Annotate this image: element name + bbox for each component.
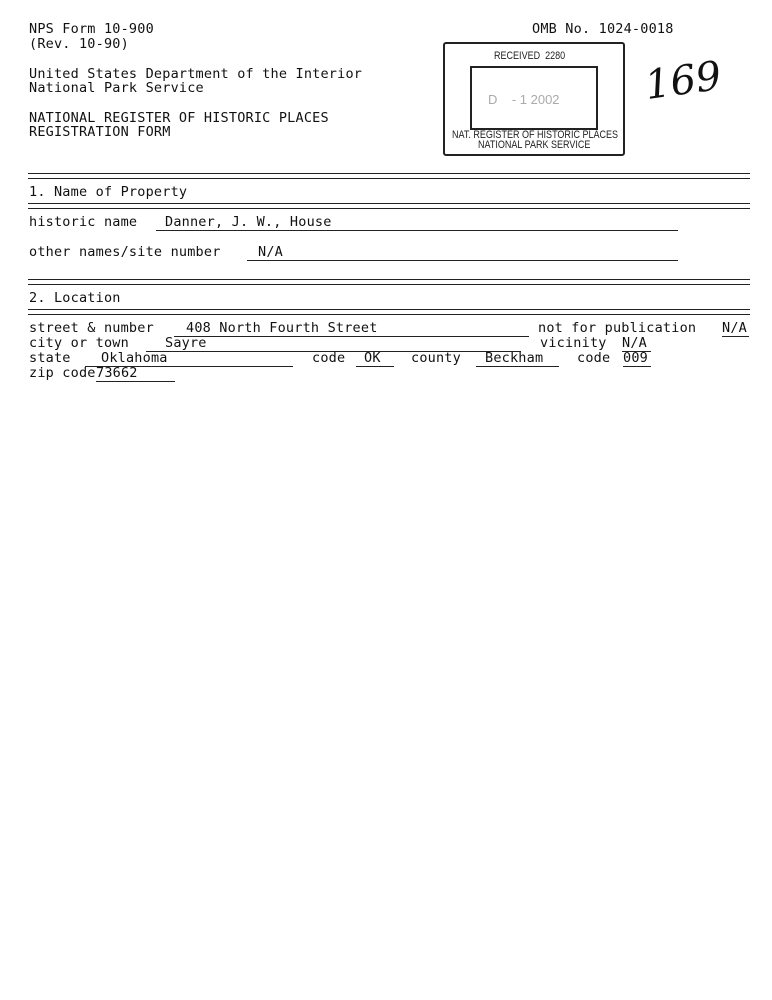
- historic-name-label: historic name: [29, 214, 138, 230]
- section-2-heading: 2. Location: [29, 290, 121, 306]
- stamp-received-text: RECEIVED 2280: [494, 50, 566, 62]
- county-code-value[interactable]: 009: [623, 350, 648, 366]
- state-code-underline: [356, 366, 394, 367]
- section-1-heading: 1. Name of Property: [29, 184, 188, 200]
- not-for-publication-underline: [722, 336, 749, 337]
- form-revision: (Rev. 10-90): [29, 36, 129, 52]
- not-for-publication-value[interactable]: N/A: [722, 320, 747, 336]
- historic-name-underline: [156, 230, 678, 231]
- other-names-value[interactable]: N/A: [258, 244, 283, 260]
- form-title: NATIONAL REGISTER OF HISTORIC PLACES: [29, 110, 329, 126]
- stamp-date: D - 1 2002: [488, 92, 560, 107]
- zip-value[interactable]: 73662: [96, 365, 138, 381]
- zip-underline: [96, 381, 175, 382]
- county-code-label: code: [577, 350, 611, 366]
- form-id: NPS Form 10-900: [29, 21, 154, 37]
- other-names-underline: [247, 260, 678, 261]
- street-value[interactable]: 408 North Fourth Street: [186, 320, 378, 336]
- historic-name-value[interactable]: Danner, J. W., House: [165, 214, 332, 230]
- other-names-label: other names/site number: [29, 244, 221, 260]
- form-subtitle: REGISTRATION FORM: [29, 124, 171, 140]
- section-divider: [28, 173, 750, 179]
- zip-label: zip code: [29, 365, 96, 381]
- state-value[interactable]: Oklahoma: [101, 350, 168, 366]
- omb-number: OMB No. 1024-0018: [532, 21, 674, 37]
- section-divider: [28, 279, 750, 285]
- city-label: city or town: [29, 335, 129, 351]
- department-name: United States Department of the Interior: [29, 66, 363, 82]
- county-code-underline: [623, 366, 651, 367]
- vicinity-value[interactable]: N/A: [622, 335, 647, 351]
- state-code-label: code: [312, 350, 346, 366]
- state-code-value[interactable]: OK: [364, 350, 381, 366]
- not-for-publication-label: not for publication: [538, 320, 697, 336]
- vicinity-label: vicinity: [540, 335, 607, 351]
- section-divider: [28, 309, 750, 315]
- handwritten-number: 169: [642, 52, 725, 110]
- section-divider: [28, 203, 750, 209]
- state-label: state: [29, 350, 71, 366]
- county-label: county: [411, 350, 461, 366]
- county-underline: [476, 366, 559, 367]
- county-value[interactable]: Beckham: [485, 350, 544, 366]
- stamp-register-text: NAT. REGISTER OF HISTORIC PLACES: [452, 129, 619, 141]
- street-label: street & number: [29, 320, 154, 336]
- stamp-service-text: NATIONAL PARK SERVICE: [478, 139, 591, 151]
- street-underline: [174, 336, 529, 337]
- service-name: National Park Service: [29, 80, 204, 96]
- city-value[interactable]: Sayre: [165, 335, 207, 351]
